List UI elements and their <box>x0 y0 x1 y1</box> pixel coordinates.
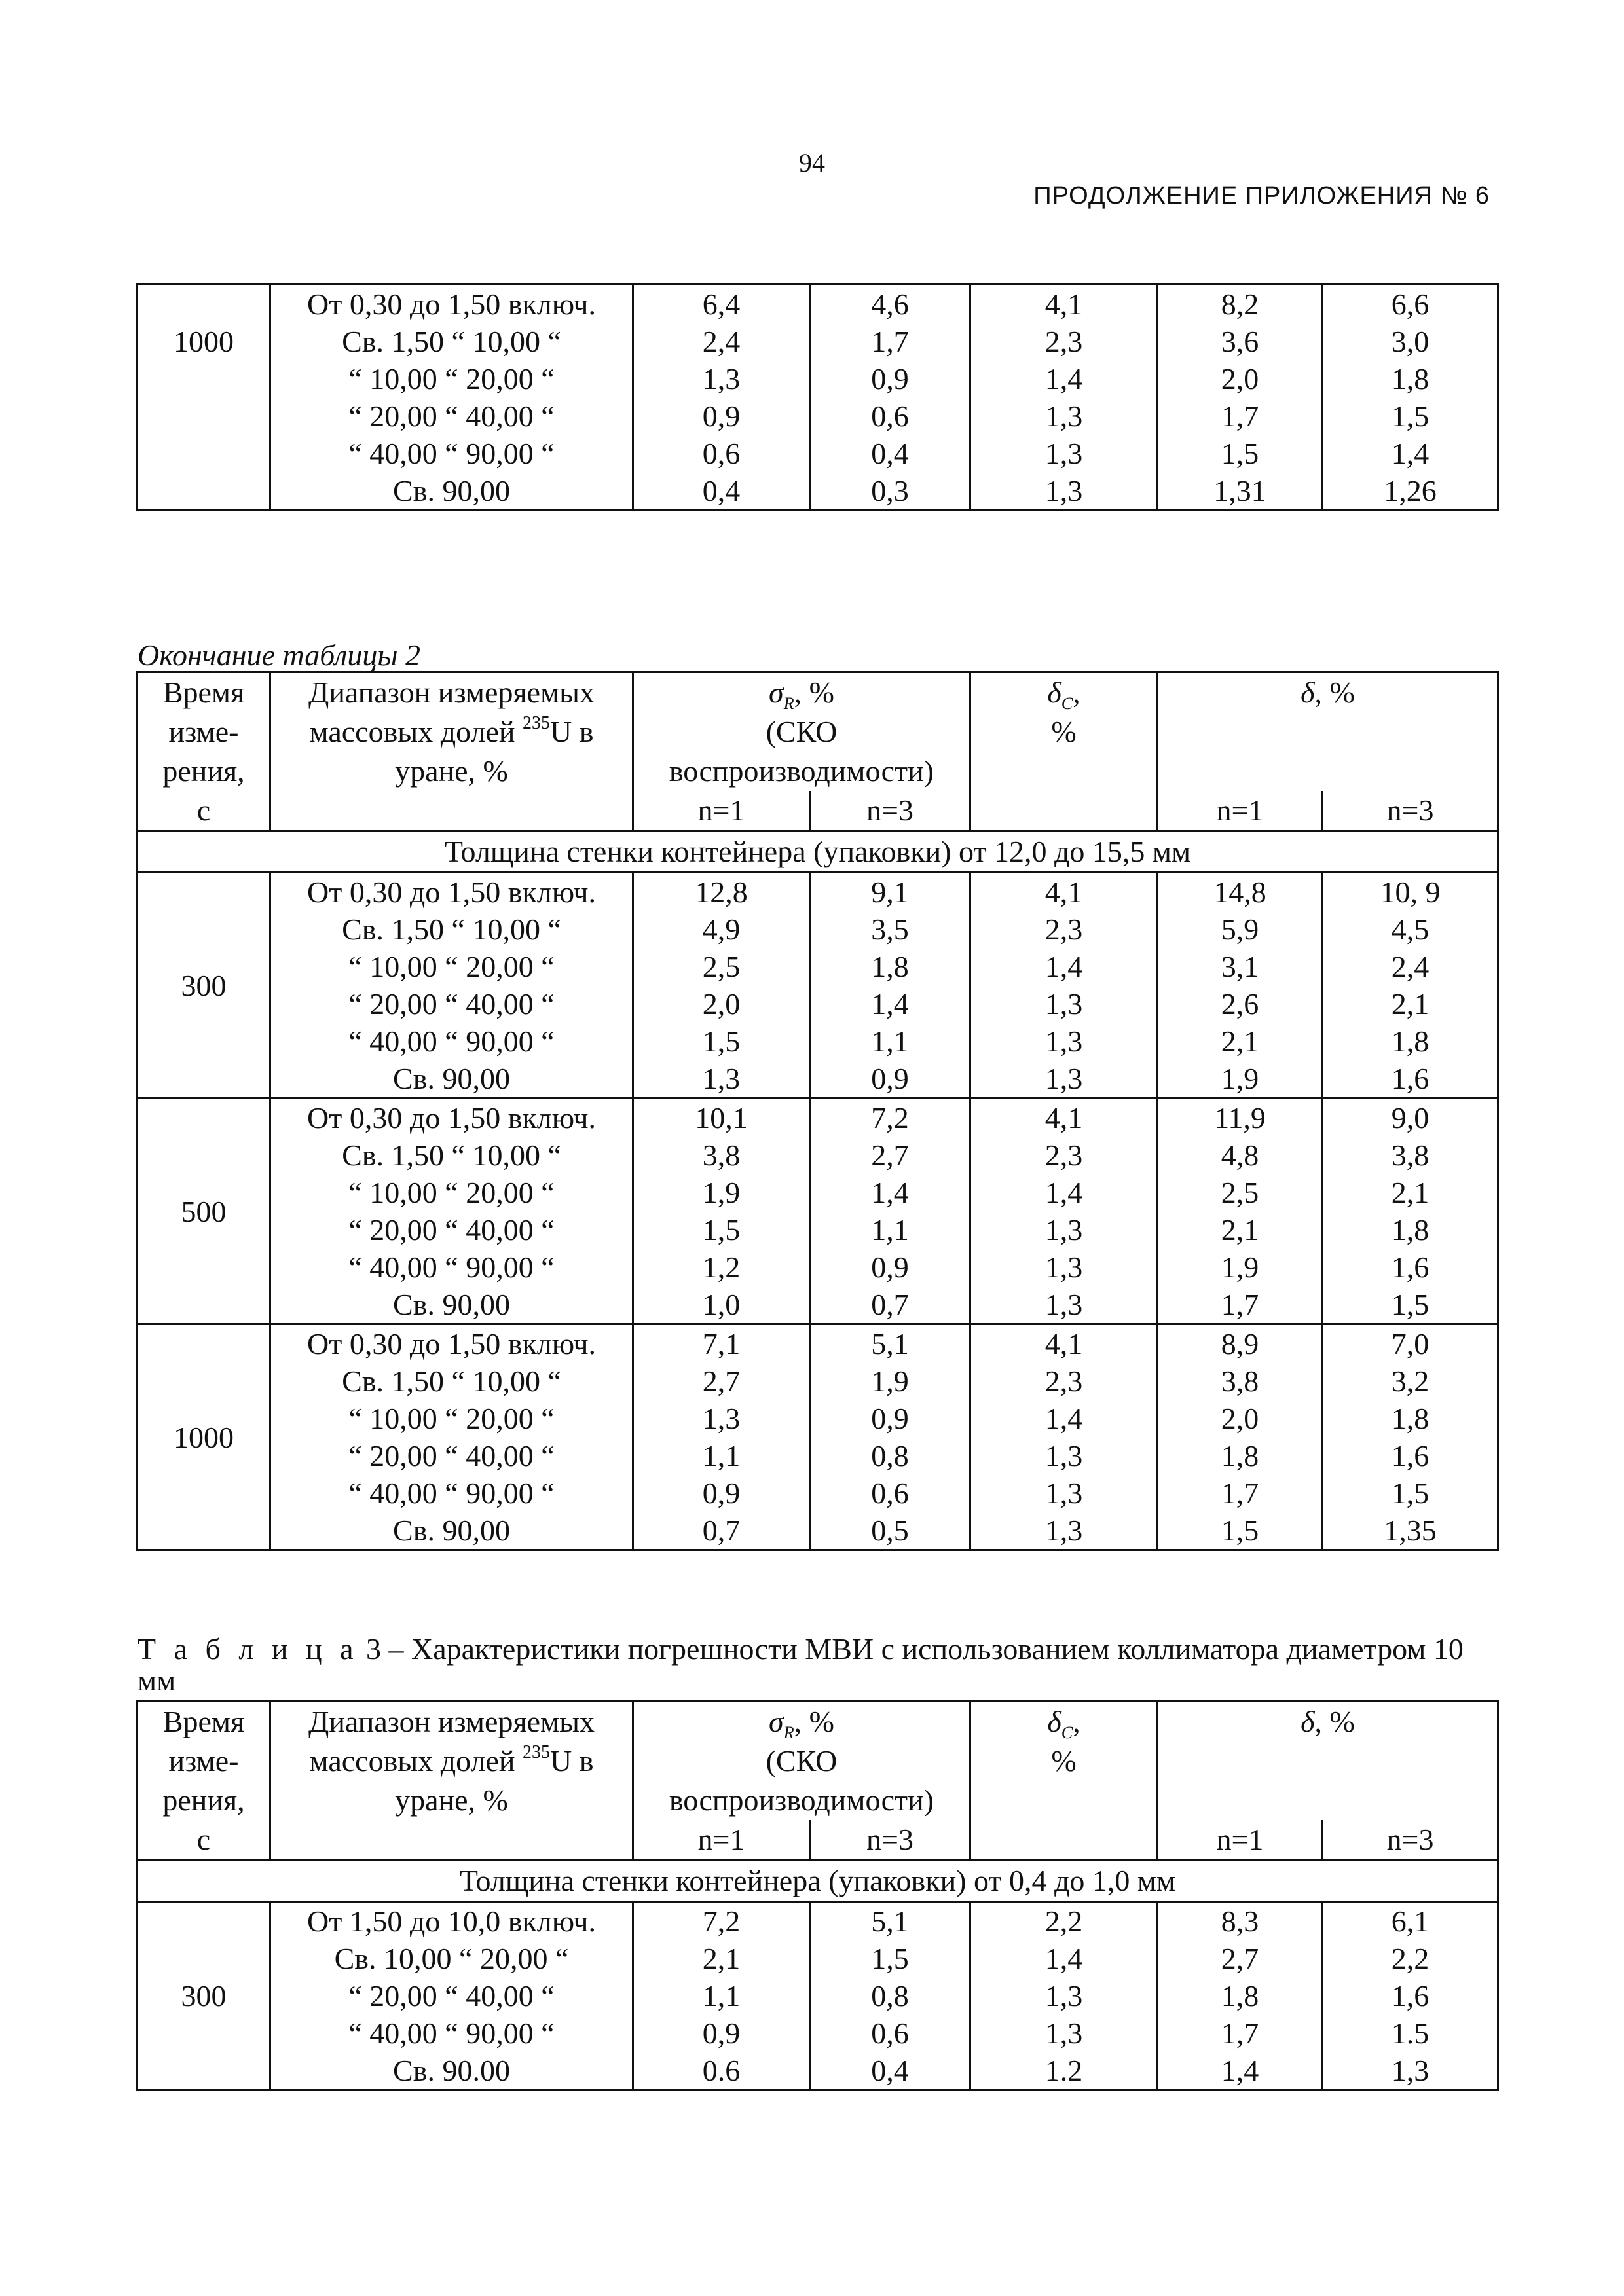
value-cell: 1,8 <box>1158 1437 1323 1474</box>
value-cell: 0,4 <box>810 2052 970 2090</box>
measurement-time-cell: 300 <box>138 1902 270 2090</box>
range-cell: Св. 1,50 “ 10,00 “ <box>270 1362 633 1400</box>
range-cell: “ 40,00 “ 90,00 “ <box>270 1474 633 1512</box>
value-cell: 2,7 <box>1158 1940 1323 1977</box>
table3-caption: Т а б л и ц а 3 – Характеристики погрешности МВИ с использованием коллиматора диаметром 10 мм <box>138 1632 1464 1697</box>
value-cell: 3,6 <box>1158 323 1323 360</box>
table-body <box>138 873 1498 1550</box>
range-cell: Св. 90,00 <box>270 1060 633 1099</box>
table-row <box>138 1060 1498 1099</box>
value-cell: 1,3 <box>970 1060 1158 1099</box>
range-cell: Св. 90,00 <box>270 1286 633 1324</box>
value-cell: 7,1 <box>633 1324 810 1363</box>
table-row <box>138 2052 1498 2090</box>
value-cell: 1,5 <box>1323 1474 1498 1512</box>
table-header <box>138 672 1498 873</box>
value-cell: 1,4 <box>1323 435 1498 472</box>
value-cell: 4,1 <box>970 873 1158 911</box>
range-cell: “ 20,00 “ 40,00 “ <box>270 985 633 1023</box>
value-cell: 10,1 <box>633 1099 810 1137</box>
range-cell: Св. 10,00 “ 20,00 “ <box>270 1940 633 1977</box>
range-cell: От 0,30 до 1,50 включ. <box>270 1099 633 1137</box>
value-cell: 1,3 <box>633 1060 810 1099</box>
value-cell: 12,8 <box>633 873 810 911</box>
value-cell: 2,1 <box>1323 985 1498 1023</box>
value-cell: 2,5 <box>633 948 810 985</box>
header-delta-c: $\delta_С$, % <box>970 672 1158 831</box>
value-cell: 1,6 <box>1323 1977 1498 2014</box>
value-cell: 1,3 <box>633 360 810 397</box>
value-cell: 1,0 <box>633 1286 810 1324</box>
value-cell: 1,4 <box>970 948 1158 985</box>
table-row <box>138 2014 1498 2052</box>
value-cell: 0.6 <box>633 2052 810 2090</box>
value-cell: 1,2 <box>633 1248 810 1286</box>
value-cell: 0,9 <box>810 360 970 397</box>
header-sigma-n1: n=1 <box>633 1820 810 1861</box>
value-cell: 1,6 <box>1323 1437 1498 1474</box>
range-cell: “ 10,00 “ 20,00 “ <box>270 948 633 985</box>
value-cell: 1,3 <box>970 1248 1158 1286</box>
table-row <box>138 985 1498 1023</box>
value-cell: 1,8 <box>1323 1211 1498 1248</box>
table-row <box>138 911 1498 948</box>
header-range: Диапазон измеряемых массовых долей $^{235}$U в уране, % <box>270 672 633 831</box>
header-time: Время изме- рения, с <box>138 672 270 831</box>
value-cell: 0,8 <box>810 1977 970 2014</box>
value-cell: 4,1 <box>970 1099 1158 1137</box>
value-cell: 2,5 <box>1158 1174 1323 1211</box>
value-cell: 1.5 <box>1323 2014 1498 2052</box>
table-row <box>138 1211 1498 1248</box>
value-cell: 4,9 <box>633 911 810 948</box>
range-cell: “ 20,00 “ 40,00 “ <box>270 1977 633 2014</box>
table-row <box>138 1474 1498 1512</box>
table-row <box>138 1902 1498 1941</box>
value-cell: 1,5 <box>1158 435 1323 472</box>
value-cell: 2,2 <box>1323 1940 1498 1977</box>
value-cell: 5,1 <box>810 1902 970 1941</box>
value-cell: 4,5 <box>1323 911 1498 948</box>
value-cell: 0,6 <box>810 1474 970 1512</box>
header-sigma: $\sigma_R$, % (СКО воспроизводимости) <box>633 672 970 792</box>
header-time: Время изме- рения, с <box>138 1702 270 1861</box>
value-cell: 2,4 <box>1323 948 1498 985</box>
value-cell: 1,5 <box>1323 397 1498 435</box>
value-cell: 1,7 <box>1158 2014 1323 2052</box>
value-cell: 1,7 <box>1158 397 1323 435</box>
table-body <box>138 285 1498 511</box>
range-cell: Св. 1,50 “ 10,00 “ <box>270 911 633 948</box>
table-body <box>138 1902 1498 2090</box>
value-cell: 0,6 <box>810 397 970 435</box>
value-cell: 2,0 <box>633 985 810 1023</box>
table-row <box>138 1023 1498 1060</box>
table-row <box>138 1437 1498 1474</box>
range-cell: Св. 90.00 <box>270 2052 633 2090</box>
header-range: Диапазон измеряемых массовых долей $^{235}$U в уране, % <box>270 1702 633 1861</box>
header-delta-n3: n=3 <box>1323 1820 1498 1861</box>
value-cell: 6,4 <box>633 285 810 323</box>
value-cell: 11,9 <box>1158 1099 1323 1137</box>
value-cell: 1,1 <box>810 1023 970 1060</box>
range-cell: Св. 90,00 <box>270 472 633 511</box>
value-cell: 2,1 <box>1158 1023 1323 1060</box>
header-sigma: $\sigma_R$, % (СКО воспроизводимости) <box>633 1702 970 1821</box>
value-cell: 5,1 <box>810 1324 970 1363</box>
value-cell: 1,3 <box>970 1023 1158 1060</box>
table2-caption: Окончание таблицы 2 <box>138 638 420 672</box>
running-header: ПРОДОЛЖЕНИЕ ПРИЛОЖЕНИЯ № 6 <box>1033 182 1490 210</box>
table-2 <box>136 671 1499 1551</box>
value-cell: 1,3 <box>970 1977 1158 2014</box>
value-cell: 2,3 <box>970 1362 1158 1400</box>
value-cell: 7,2 <box>633 1902 810 1941</box>
table-row <box>138 873 1498 911</box>
value-cell: 0,8 <box>810 1437 970 1474</box>
value-cell: 9,0 <box>1323 1099 1498 1137</box>
value-cell: 4,8 <box>1158 1137 1323 1174</box>
value-cell: 6,6 <box>1323 285 1498 323</box>
header-delta-n1: n=1 <box>1158 1820 1323 1861</box>
measurement-time-cell: 1000 <box>138 1324 270 1550</box>
value-cell: 2,1 <box>633 1940 810 1977</box>
value-cell: 0,6 <box>810 2014 970 2052</box>
value-cell: 3,5 <box>810 911 970 948</box>
value-cell: 8,3 <box>1158 1902 1323 1941</box>
value-cell: 1,3 <box>970 1512 1158 1550</box>
value-cell: 3,1 <box>1158 948 1323 985</box>
value-cell: 1,5 <box>633 1211 810 1248</box>
range-cell: “ 40,00 “ 90,00 “ <box>270 435 633 472</box>
range-cell: Св. 1,50 “ 10,00 “ <box>270 323 633 360</box>
value-cell: 1,1 <box>633 1437 810 1474</box>
table-row <box>138 1286 1498 1324</box>
range-cell: От 0,30 до 1,50 включ. <box>270 1324 633 1363</box>
measurement-time-cell: 500 <box>138 1099 270 1324</box>
range-cell: Св. 90,00 <box>270 1512 633 1550</box>
range-cell: “ 20,00 “ 40,00 “ <box>270 1437 633 1474</box>
value-cell: 8,9 <box>1158 1324 1323 1363</box>
value-cell: 1,31 <box>1158 472 1323 511</box>
value-cell: 1,5 <box>1158 1512 1323 1550</box>
header-delta: δ, % <box>1158 672 1498 792</box>
range-cell: “ 10,00 “ 20,00 “ <box>270 1174 633 1211</box>
value-cell: 1,8 <box>810 948 970 985</box>
value-cell: 4,1 <box>970 285 1158 323</box>
value-cell: 1,9 <box>633 1174 810 1211</box>
header-delta-n3: n=3 <box>1323 791 1498 831</box>
value-cell: 2,3 <box>970 911 1158 948</box>
value-cell: 2,6 <box>1158 985 1323 1023</box>
value-cell: 2,3 <box>970 323 1158 360</box>
value-cell: 2,7 <box>633 1362 810 1400</box>
table-row <box>138 1137 1498 1174</box>
value-cell: 1,8 <box>1323 1023 1498 1060</box>
range-cell: “ 40,00 “ 90,00 “ <box>270 1023 633 1060</box>
value-cell: 1,5 <box>1323 1286 1498 1324</box>
table-row <box>138 948 1498 985</box>
value-cell: 1,3 <box>970 1286 1158 1324</box>
range-cell: От 0,30 до 1,50 включ. <box>270 873 633 911</box>
header-sigma-n1: n=1 <box>633 791 810 831</box>
value-cell: 1,8 <box>1323 360 1498 397</box>
value-cell: 1,6 <box>1323 1060 1498 1099</box>
value-cell: 1,4 <box>810 985 970 1023</box>
range-cell: “ 20,00 “ 40,00 “ <box>270 1211 633 1248</box>
value-cell: 0,4 <box>633 472 810 511</box>
value-cell: 2,3 <box>970 1137 1158 1174</box>
value-cell: 1,6 <box>1323 1248 1498 1286</box>
value-cell: 1,3 <box>970 472 1158 511</box>
value-cell: 0,7 <box>810 1286 970 1324</box>
value-cell: 6,1 <box>1323 1902 1498 1941</box>
value-cell: 1,35 <box>1323 1512 1498 1550</box>
value-cell: 1,4 <box>970 1400 1158 1437</box>
value-cell: 1,9 <box>1158 1248 1323 1286</box>
value-cell: 1.2 <box>970 2052 1158 2090</box>
value-cell: 2,0 <box>1158 360 1323 397</box>
table-row <box>138 1324 1498 1363</box>
table-row <box>138 472 1498 511</box>
value-cell: 3,8 <box>1158 1362 1323 1400</box>
value-cell: 0,6 <box>633 435 810 472</box>
table-row <box>138 1940 1498 1977</box>
value-cell: 9,1 <box>810 873 970 911</box>
continued-table <box>136 283 1499 511</box>
value-cell: 1,7 <box>1158 1286 1323 1324</box>
value-cell: 1,1 <box>633 1977 810 2014</box>
value-cell: 4,1 <box>970 1324 1158 1363</box>
header-sigma-n3: n=3 <box>810 1820 970 1861</box>
header-delta-n1: n=1 <box>1158 791 1323 831</box>
header-sigma-n3: n=3 <box>810 791 970 831</box>
value-cell: 2,2 <box>970 1902 1158 1941</box>
value-cell: 1,3 <box>970 985 1158 1023</box>
value-cell: 0,4 <box>810 435 970 472</box>
range-cell: От 0,30 до 1,50 включ. <box>270 285 633 323</box>
value-cell: 1,3 <box>970 1474 1158 1512</box>
value-cell: 1,5 <box>633 1023 810 1060</box>
value-cell: 1,3 <box>970 1211 1158 1248</box>
value-cell: 3,8 <box>633 1137 810 1174</box>
value-cell: 5,9 <box>1158 911 1323 948</box>
value-cell: 1,4 <box>970 1940 1158 1977</box>
value-cell: 4,6 <box>810 285 970 323</box>
table-row <box>138 1362 1498 1400</box>
value-cell: 3,8 <box>1323 1137 1498 1174</box>
value-cell: 1,7 <box>810 323 970 360</box>
value-cell: 14,8 <box>1158 873 1323 911</box>
value-cell: 10, 9 <box>1323 873 1498 911</box>
value-cell: 2,7 <box>810 1137 970 1174</box>
table-row <box>138 1174 1498 1211</box>
value-cell: 1,8 <box>1323 1400 1498 1437</box>
value-cell: 1,3 <box>970 397 1158 435</box>
table-header <box>138 1702 1498 1902</box>
value-cell: 7,0 <box>1323 1324 1498 1363</box>
value-cell: 2,4 <box>633 323 810 360</box>
range-cell: От 1,50 до 10,0 включ. <box>270 1902 633 1941</box>
value-cell: 0,9 <box>633 397 810 435</box>
header-delta-c: $\delta_С$, % <box>970 1702 1158 1861</box>
value-cell: 0,3 <box>810 472 970 511</box>
page-number: 94 <box>799 148 825 177</box>
value-cell: 8,2 <box>1158 285 1323 323</box>
value-cell: 1,4 <box>970 360 1158 397</box>
value-cell: 0,9 <box>633 2014 810 2052</box>
value-cell: 0,7 <box>633 1512 810 1550</box>
header-delta: δ, % <box>1158 1702 1498 1821</box>
value-cell: 1,9 <box>1158 1060 1323 1099</box>
value-cell: 1,1 <box>810 1211 970 1248</box>
value-cell: 1,4 <box>1158 2052 1323 2090</box>
value-cell: 0,5 <box>810 1512 970 1550</box>
table-3 <box>136 1700 1499 2091</box>
range-cell: “ 20,00 “ 40,00 “ <box>270 397 633 435</box>
table-row <box>138 1248 1498 1286</box>
value-cell: 1,3 <box>970 1437 1158 1474</box>
table-row <box>138 1977 1498 2014</box>
wall-thickness-label: Толщина стенки контейнера (упаковки) от 0,4 до 1,0 мм <box>138 1861 1498 1902</box>
range-cell: “ 10,00 “ 20,00 “ <box>270 1400 633 1437</box>
value-cell: 0,9 <box>810 1060 970 1099</box>
value-cell: 2,0 <box>1158 1400 1323 1437</box>
value-cell: 1,4 <box>810 1174 970 1211</box>
table-row <box>138 285 1498 323</box>
value-cell: 1,8 <box>1158 1977 1323 2014</box>
table-row <box>138 435 1498 472</box>
value-cell: 1,3 <box>633 1400 810 1437</box>
value-cell: 0,9 <box>810 1248 970 1286</box>
value-cell: 1,3 <box>970 2014 1158 2052</box>
range-cell: “ 10,00 “ 20,00 “ <box>270 360 633 397</box>
value-cell: 1,7 <box>1158 1474 1323 1512</box>
value-cell: 1,26 <box>1323 472 1498 511</box>
range-cell: “ 40,00 “ 90,00 “ <box>270 2014 633 2052</box>
value-cell: 1,3 <box>1323 2052 1498 2090</box>
table-row <box>138 397 1498 435</box>
table-row <box>138 1400 1498 1437</box>
value-cell: 1,4 <box>970 1174 1158 1211</box>
measurement-time-cell: 1000 <box>138 285 270 511</box>
value-cell: 0,9 <box>810 1400 970 1437</box>
wall-thickness-label: Толщина стенки контейнера (упаковки) от 12,0 до 15,5 мм <box>138 831 1498 873</box>
value-cell: 3,0 <box>1323 323 1498 360</box>
value-cell: 3,2 <box>1323 1362 1498 1400</box>
value-cell: 2,1 <box>1158 1211 1323 1248</box>
table-row <box>138 1099 1498 1137</box>
table-row <box>138 360 1498 397</box>
value-cell: 1,5 <box>810 1940 970 1977</box>
measurement-time-cell: 300 <box>138 873 270 1099</box>
value-cell: 0,9 <box>633 1474 810 1512</box>
table-row <box>138 1512 1498 1550</box>
range-cell: “ 40,00 “ 90,00 “ <box>270 1248 633 1286</box>
value-cell: 7,2 <box>810 1099 970 1137</box>
table-row <box>138 323 1498 360</box>
value-cell: 1,3 <box>970 435 1158 472</box>
value-cell: 1,9 <box>810 1362 970 1400</box>
value-cell: 2,1 <box>1323 1174 1498 1211</box>
range-cell: Св. 1,50 “ 10,00 “ <box>270 1137 633 1174</box>
